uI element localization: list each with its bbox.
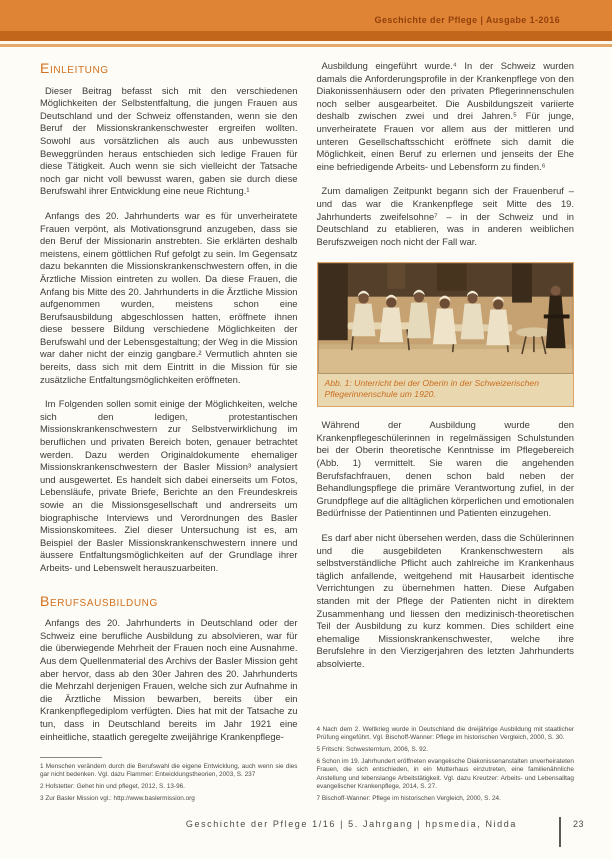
header-accent-band-light (0, 44, 612, 47)
figure-caption: Abb. 1: Unterricht bei der Oberin in der Schweizerischen Pflegerinnenschule um 1920. (324, 378, 539, 400)
paragraph: Dieser Beitrag befasst sich mit den verschiedenen Möglichkeiten der Selbstentfaltung, die jungen Frauen aus Deutschland und der Schweiz offenstanden, wenn sie den Beruf der Missionskrankenschwester ergreifen wollten. Sowohl aus vorsätzlichen als auch aus unbewussten Beweggründen heraus entschieden sich ledige Frauen für diese Tätigkeit. Auch wenn sie sich vielleicht der Tatsache noch gar nicht voll bewusst waren, gaben sie durch diese Berufswahl ihrer Entwicklung eine neue Richtung.¹ (40, 84, 298, 197)
left-column (40, 60, 298, 807)
footer-divider (559, 817, 561, 847)
heading-berufsausbildung: Berufsausbildung (40, 592, 158, 609)
journal-title-line: Geschichte der Pflege | Ausgabe 1-2016 (374, 15, 560, 25)
page-number: 23 (572, 819, 584, 829)
footer-journal-info: Geschichte der Pflege 1/16 | 5. Jahrgang | hpsmedia, Nidda (185, 819, 517, 829)
footnote-5: 5 Fritschi: Schwesterntum, 2006, S. 92. (316, 746, 429, 754)
paragraph: Zum damaligen Zeitpunkt begann sich der Frauenberuf – und das war die Krankenpflege seit Mitte des 19. Jahrhunderts zweifelsohne⁷ – in der Schweiz und in Deutschland zu etablieren, was in anderen weiblichen Berufszweigen noch nicht der Fall war. (316, 185, 574, 247)
classroom-photo (318, 263, 574, 374)
footnote-separator-rule (40, 757, 102, 758)
page-footer (0, 817, 612, 851)
article-body (40, 60, 574, 807)
figure-1 (317, 262, 575, 407)
footnote-7: 7 Bischoff-Wanner: Pflege im historischen Vergleich, 2000, S. 24. (316, 795, 501, 803)
right-column (317, 60, 575, 807)
paragraph: Im Folgenden sollen somit einige der Möglichkeiten, welche sich den ledigen, protestantischen Missionskrankenschwestern zur Selbstverwirklichung im beruflichen und privaten Bereich boten, genauer betrachtet werden. Dazu werden Originaldokumente ehemaliger Missionskrankenschwestern der Basler Mission³ analysiert und ausgewertet. Es handelt sich dabei einerseits um Fotos, Lebensläufe, private Briefe, Berichte an den Freundeskreis sowie an die Missionsgesellschaft und andrerseits um biographische Interviews und Verordnungen des Basler Missionskomitees. Ziel dieser Untersuchung ist es, am Beispiel der Basler Missionskrankenschwestern innere und äussere Entfaltungsmöglichkeiten auf der Grundlage ihrer Arbeits- und Lebenswelt herauszuarbeiten. (40, 398, 298, 573)
header-accent-band-dark (0, 31, 612, 41)
footnote-6: 6 Schon im 19. Jahrhundert eröffneten evangelische Diakonissenanstalten unverheirateten Frauen, die sich entschieden, in ein Mutterhaus einzutreten, eine familienähnliche Anstellung und lebenslange Arbeitstätigkeit. Vgl. dazu Kreutzer: Arbeits- und Lebensalltag evangelischer Krankenpflege, 2014, S. 27. (316, 757, 574, 791)
footnote-2: 2 Hofstetter: Gehet hin und pfleget, 2012, S. 13-96. (40, 783, 185, 791)
paragraph: Es darf aber nicht übersehen werden, dass die Schülerinnen und die ausgebildeten Krankenschwestern als selbstverständliche Pflicht auch zahlreiche im Krankenhaus täglich anfallende, weitgehend mit Hausarbeit identische Verrichtungen zu übernehmen hatten. Diese Aufgaben standen mit der Pflege der Patienten nicht in direktem Zusammenhang und liessen den medizinisch-theoretischen Teil der Ausbildung zu kurz kommen. Dies schildert eine ehemalige Missionskrankenschwester, welche ihre Berufslehre in den Vierzigerjahren des letzten Jahrhunderts absolvierte. (316, 531, 574, 669)
header-bar (0, 0, 612, 31)
heading-einleitung: Einleitung (40, 60, 109, 76)
paragraph: Während der Ausbildung wurde den Krankenpflegeschülerinnen in regelmässigen Schulstunden bei der Oberin theoretische Kenntnisse im Pflegebereich (Abb. 1) vermittelt. Sie waren die angehenden Berufsfachfrauen, denen schon bald neben der Behandlungspflege die primäre Verantwortung zufiel, in der Grundpflege auf die alltäglichen körperlichen und emotionalen Bedürfnisse der Patientinnen und Patienten einzugehen. (316, 419, 574, 519)
footnote-1: 1 Menschen verändern durch die Berufswahl die eigene Entwicklung, auch wenn sie dies gar nicht bedenken. Vgl. dazu Flammer: Entwicklungstheorien, 2003, S. 237 (40, 762, 298, 779)
paragraph: Ausbildung eingeführt wurde.⁴ In der Schweiz wurden damals die Anforderungsprofile in der Krankenpflege von den Diakonissenhäusern oder den privaten Pflegerinnenschulen noch selber ausgearbeitet. Die Ausbildungszeit variierte deshalb zwischen zwei und drei Jahren.⁵ Für junge, unverheiratete Frauen vor allem aus der mittleren und unteren Gesellschaftsschicht eröffnete sich damit die Möglichkeit, einen Beruf zu erlernen und jenseits der Ehe eine befriedigende Arbeits- und Lebensform zu finden.⁶ (316, 60, 574, 172)
paragraph: Anfangs des 20. Jahrhunderts war es für unverheiratete Frauen verpönt, als Motivationsgrund anzugeben, dass sie den Beruf der Missionarin anstrebten. Sie erklärten deshalb meistens, einem göttlichen Ruf gefolgt zu sein. Im Gegensatz dazu bekannten die Missionskrankenschwestern offen, in die Ärztliche Mission eintreten zu wollen. Da diese Frauen, die Anfang bis Mitte des 20. Jahrhunderts in die Ärztliche Mission aufgenommen wurden, meistens schon eine Berufsausbildung abgeschlossen hatten, eröffnete ihnen diese bessere Bildung verschiedene Möglichkeiten der Berufswahl und der Lebensgestaltung; der Weg in die Mission war daher nicht der einzig gangbare.² Vermutlich ahnten sie bereits, dass sich mit dem Eintritt in die Mission für sie zusätzliche Entfaltungsmöglichkeiten eröffneten. (40, 209, 298, 385)
footnote-3: 3 Zur Basler Mission vgl.: http://www.baslermission.org (40, 795, 195, 803)
footnote-4: 4 Nach dem 2. Weltkrieg wurde in Deutschland die dreijährige Ausbildung mit staatlicher Prüfung eingeführt. Vgl. Bischoff-Wanner: Pflege im historischen Vergleich, 2000, S. 30. (316, 725, 574, 742)
paragraph: Anfangs des 20. Jahrhunderts in Deutschland oder der Schweiz eine berufliche Ausbildung zu absolvieren, war für die überwiegende Mehrheit der Frauen noch eine Ausnahme. Aus dem Quellenmaterial des Archivs der Basler Mission geht aber hervor, dass ab den 30er Jahren des 20. Jahrhunderts die Mehrzahl derjenigen Frauen, welche sich zur Aufnahme in die Ärztliche Mission bewarben, bereits über ein Krankenpflegediplom verfügten. Dies hat mit der Tatsache zu tun, dass in Deutschland bereits im Jahr 1921 eine einheitliche, staatlich geregelte zweijährige Krankenpflege- (40, 617, 298, 742)
footnotes-right (317, 726, 575, 807)
footnotes-left (40, 757, 298, 807)
